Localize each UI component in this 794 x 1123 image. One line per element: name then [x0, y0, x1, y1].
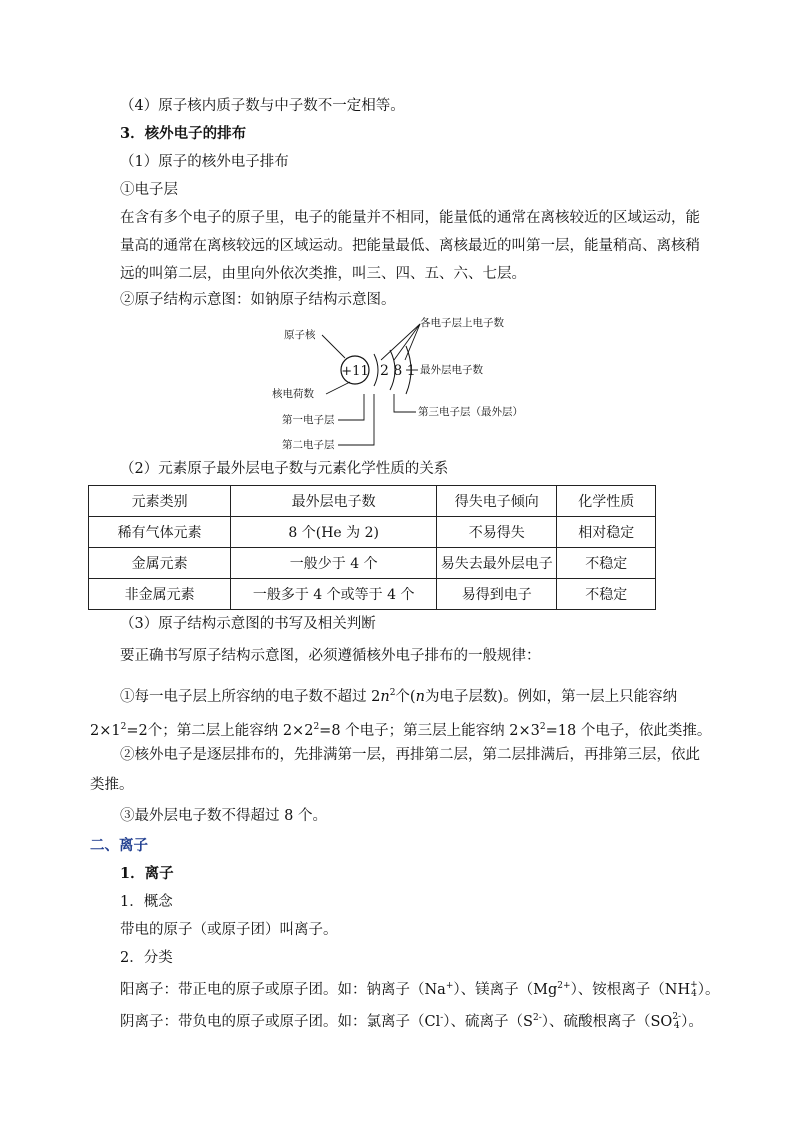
shell-numbers: 2 8 1 — [380, 363, 416, 379]
cation-line: 阳离子：带正电的原子或原子团。如：钠离子（Na+）、镁离子$(Mg^{2+})$、铵根离子（NH+ 4）。 — [120, 979, 720, 999]
table-header-cell: 元素类别 — [89, 486, 231, 517]
rule-intro: 要正确书写原子结构示意图，必须遵循核外电子排布的一般规律： — [120, 648, 541, 664]
table-row — [89, 548, 656, 579]
label-charge: 核电荷数 — [272, 388, 314, 400]
table-header-cell: 得失电子倾向 — [437, 486, 557, 517]
element-properties-table — [88, 485, 656, 610]
point-4: （4）原子核内质子数与中子数不一定相等。 — [120, 98, 405, 114]
item-electron-shell: ①电子层 — [120, 182, 178, 198]
shell-arc-1 — [374, 354, 378, 386]
item-structure-diagram: ②原子结构示意图：如钠原子结构示意图。 — [120, 292, 396, 308]
table-cell: 稀有气体元素 — [89, 517, 231, 548]
label-each-shell-count: 各电子层上电子数 — [420, 317, 504, 329]
paragraph-electron-shell: 在含有多个电子的原子里，电子的能量并不相同，能量低的通常在离核较近的区域运动，能量高的通常在离核较远的区域运动。把能量最低、离核最近的叫第一层，能量稍高、离核稍远的叫第二层，由里向外依次类推，叫三、四、五、六、七层。 — [120, 210, 700, 282]
table-row — [89, 579, 656, 610]
table-cell: 易得到电子 — [437, 579, 557, 610]
heading-classification: 2．分类 — [120, 950, 173, 966]
sodium-atom-diagram — [270, 316, 530, 456]
rule-3: ③最外层电子数不得超过 8 个。 — [120, 808, 327, 824]
table-cell: 易失去最外层电子 — [437, 548, 557, 579]
table-cell: 一般多于 4 个或等于 4 个 — [231, 579, 437, 610]
table-cell: 不稳定 — [557, 548, 656, 579]
table-cell: 不易得失 — [437, 517, 557, 548]
table-header-row — [89, 486, 656, 517]
label-second-shell: 第二电子层 — [282, 439, 335, 451]
subheading-3: （3）原子结构示意图的书写及相关判断 — [120, 616, 376, 632]
anion-line: 阴离子：带负电的原子或原子团。如：氯离子（Cl-）、硫离子$(S^{2-})$、硫酸根离子（SO2- 4 ）。 — [120, 1011, 703, 1031]
label-nucleus: 原子核 — [284, 329, 316, 341]
table-cell: 相对稳定 — [557, 517, 656, 548]
subheading-2: （2）元素原子最外层电子数与元素化学性质的关系 — [120, 461, 449, 477]
heading-electron-arrangement: 3．核外电子的排布 — [120, 125, 247, 142]
section-ions: 二、离子 — [90, 837, 148, 854]
table-cell: 一般少于 4 个 — [231, 548, 437, 579]
table-cell: 金属元素 — [89, 548, 231, 579]
rule-2: ②核外电子是逐层排布的，先排满第一层，再排第二层，第二层排满后，再排第三层，依此类推。 — [90, 747, 700, 793]
rule-1: ①每一电子层上所容纳的电子数不超过 $2n^2$个(n为电子层数)。例如，第一层上只能容纳 $2\times 1^2=2$个；第二层上能容纳 $2\times 2^2=8$ 个电子；第三层上能容纳 $2\times 3^2=18$ 个电子，依此类推。 — [90, 688, 712, 739]
heading-ion: 1．离子 — [120, 865, 174, 882]
table-header-cell: 化学性质 — [557, 486, 656, 517]
table-cell: 不稳定 — [557, 579, 656, 610]
ion-definition: 带电的原子（或原子团）叫离子。 — [120, 922, 338, 938]
label-outer-count: 最外层电子数 — [420, 364, 483, 376]
table-row — [89, 517, 656, 548]
label-third-shell: 第三电子层（最外层） — [418, 406, 523, 418]
table-cell: 非金属元素 — [89, 579, 231, 610]
subheading-1: （1）原子的核外电子排布 — [120, 154, 289, 170]
nucleus-charge: +11 — [341, 364, 369, 379]
heading-concept: 1．概念 — [120, 894, 173, 910]
table-header-cell: 最外层电子数 — [231, 486, 437, 517]
label-first-shell: 第一电子层 — [282, 414, 335, 426]
table-cell: 8 个(He 为 2) — [231, 517, 437, 548]
